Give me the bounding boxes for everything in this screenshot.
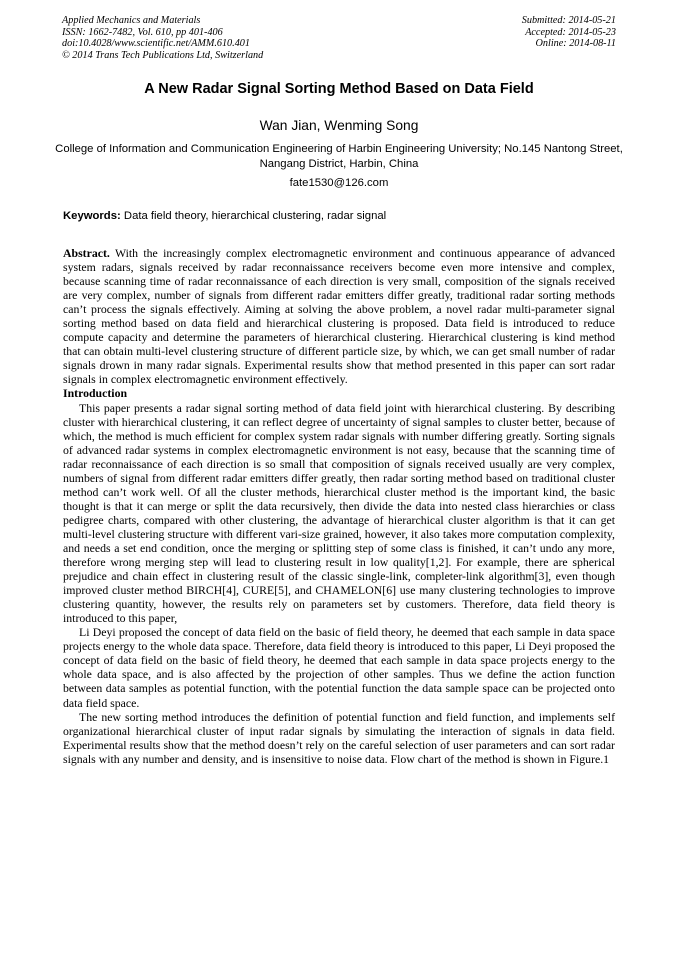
publication-dates (522, 15, 616, 50)
issn-line: ISSN: 1662-7482, Vol. 610, pp 401-406 (62, 26, 223, 38)
body-paragraph: The new sorting method introduces the definition of potential function and field function, and implements self organizational hierarchical cluster of input radar signals by simulating the interaction of signals in data field. Experimental results show that the method doesn’t rely on the careful selection of user parameters and can sort radar signals with any number and density, and is insensitive to noise data. Flow chart of the method is shown in Figure.1 (63, 709, 615, 766)
body-paragraph: This paper presents a radar signal sorting method of data field joint with hierarchical clustering. By describing cluster with hierarchical clustering, it can reflect degree of uncertainty of signal samples to cluster better, because of which, the method is much efficient for complex system radar signals with number differing greatly. Sorting signals of advanced radar systems in complex electromagnetic environment is not easy, because that the scanning time of radar reconnaissance of each direction is so small that composition of signals received usually are very complex, numbers of signal from different radar emitters differ greatly, then radar sorting method based on traditional cluster method can’t work well. Of all the cluster methods, hierarchical cluster method is the important kind, the basic thought is that it can merge or split the data recursively, then divide the data into nested class hierarchies or class pedigree charts, compared with other clustering, the advantage of hierarchical cluster algorithm is that it can get multi-level clustering structure with different vari-size grained, however, it also takes more computation complexity, and needs a set end condition, once the merging or splitting step of some class is finished, it can’t undo any more, therefore wrong merging step will lead to clustering result in low quality[1,2]. For example, there are spherical prejudice and chain effect in clustering result of the classic single-link, completer-link algorithm[3], even though improved cluster method BIRCH[4], CURE[5], and CHAMELON[6] use many clustering technologies to improve clustering quantity, however, the results rely on parameters set by customers. Therefore, data field theory is introduced to this paper, (63, 400, 615, 626)
keywords-line (63, 210, 623, 222)
body-paragraph: Li Deyi proposed the concept of data field on the basic of field theory, he deemed that each sample in data space projects energy to the whole data space. Therefore, data field theory is introduced to this paper, Li Deyi proposed the concept of data field on the basic of field theory, he deemed that each sample in data space projects energy to the whole data space, and is also affected by the projection of other samples. Thus we define the action function between data samples as potential function, with the potential function the data sample space can be projected onto data field space. (63, 625, 615, 710)
author-list: Wan Jian, Wenming Song (259, 118, 419, 133)
paper-body (63, 246, 615, 766)
abstract-label: Abstract. (63, 246, 110, 260)
paper-title: A New Radar Signal Sorting Method Based on Data Field (144, 81, 534, 97)
copyright-line: © 2014 Trans Tech Publications Ltd, Switzerland (62, 49, 264, 61)
abstract-text: With the increasingly complex electromagnetic environment and continuous appearance of advanced system radars, signals received by radar reconnaissance receivers become even more intensive and complex, because scanning time of radar reconnaissance of each direction is very small, composition of the signals received are very complex, number of signals from different radar emitters differ greatly, traditional radar sorting methods can’t process the signals effectively. Aiming at solving the above problem, a novel radar multi-parameter signal sorting method based on data field and hierarchical clustering is proposed. Data field is introduced to reduce compute capacity and determine the parameters of hierarchical clustering. Hierarchical clustering is kind method that can obtain multi-level clustering structure of different particle size, by which, we can get small number of radar signals drown in many radar signals. Experimental results show that method presented in this paper can sort radar signals in complex electromagnetic environment effectively. (63, 246, 615, 387)
abstract-paragraph (63, 246, 615, 386)
online-date: Online: 2014-08-11 (535, 38, 616, 50)
keywords-label: Keywords: (63, 210, 121, 222)
journal-name: Applied Mechanics and Materials (62, 15, 201, 26)
introduction-heading: Introduction (63, 386, 128, 401)
accepted-date: Accepted: 2014-05-23 (525, 26, 616, 38)
contact-email[interactable]: fate1530@126.com (289, 177, 389, 189)
submitted-date: Submitted: 2014-05-21 (521, 15, 616, 26)
affiliation: College of Information and Communication Engineering of Harbin Engineering University; No.145 Nantong Street, Nangang District, Harbin, China (55, 143, 623, 170)
journal-info (62, 15, 263, 61)
doi-line: doi:10.4028/www.scientific.net/AMM.610.401 (62, 38, 250, 50)
keywords-text: Data field theory, hierarchical clustering, radar signal (123, 210, 387, 222)
